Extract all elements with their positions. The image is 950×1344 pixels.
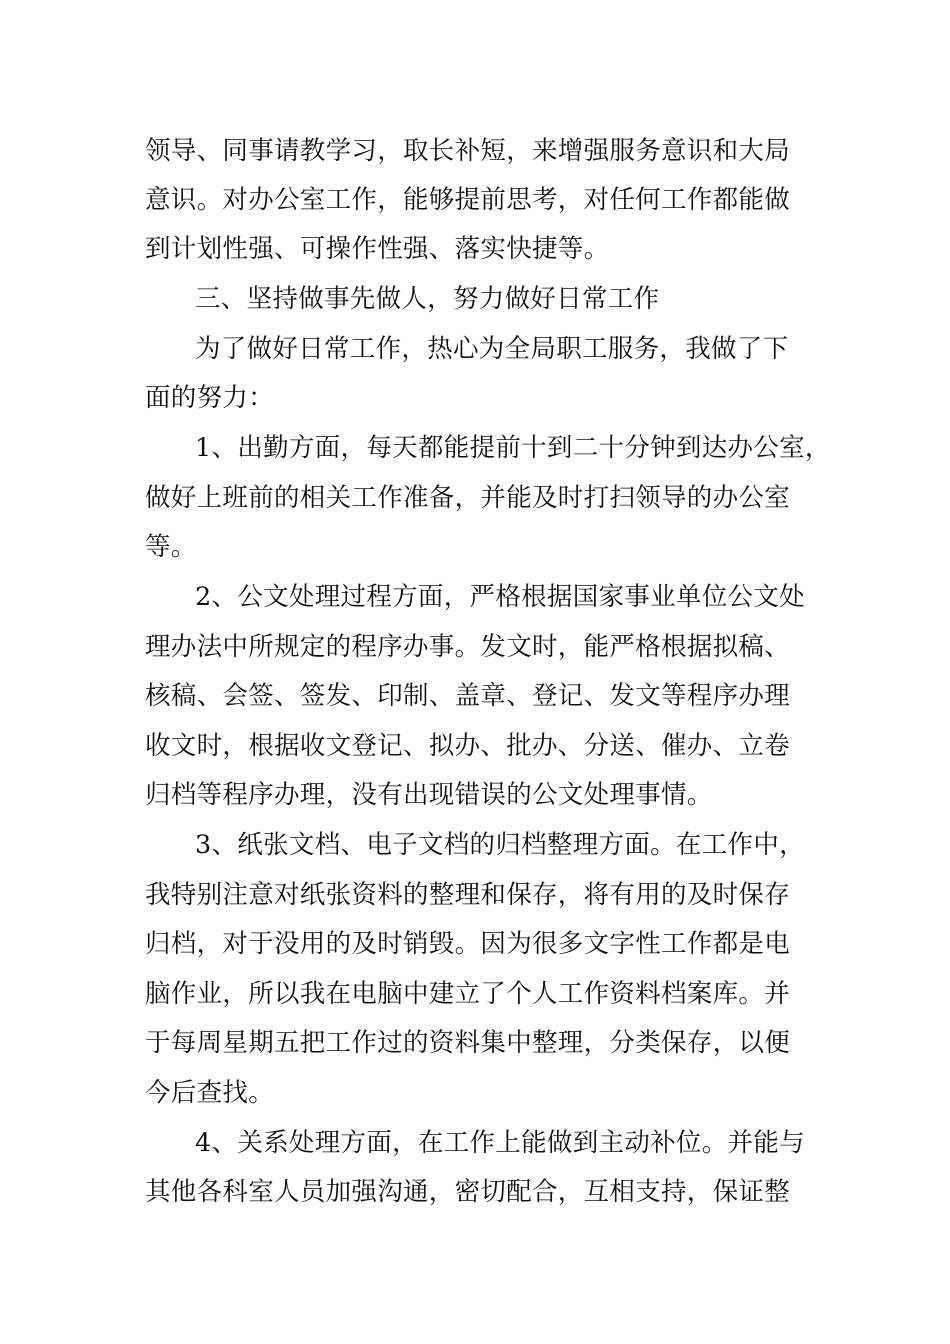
body-text-line: 脑作业，所以我在电脑中建立了个人工作资料档案库。并 <box>145 979 791 1009</box>
body-text-line: 意识。对办公室工作，能够提前思考，对任何工作都能做 <box>145 185 791 215</box>
body-text-line: 其他各科室人员加强沟通，密切配合，互相支持，保证整 <box>145 1177 791 1207</box>
body-text-line: 核稿、会签、签发、印制、盖章、登记、发文等程序办理 <box>145 681 791 711</box>
list-item-first-line: 4、关系处理方面，在工作上能做到主动补位。并能与 <box>195 1128 805 1158</box>
list-item-first-line: 1、出勤方面，每天都能提前十到二十分钟到达办公室， <box>195 433 831 463</box>
body-text-line: 我特别注意对纸张资料的整理和保存，将有用的及时保存 <box>145 880 791 910</box>
body-text-line: 今后查找。 <box>145 1078 275 1108</box>
body-text-line: 归档等程序办理，没有出现错误的公文处理事情。 <box>145 780 713 810</box>
paragraph-first-line: 为了做好日常工作，热心为全局职工服务，我做了下 <box>195 334 789 364</box>
body-text-line: 面的努力： <box>145 383 275 413</box>
body-text-line: 于每周星期五把工作过的资料集中整理，分类保存，以便 <box>145 1028 791 1058</box>
section-heading: 三、坚持做事先做人，努力做好日常工作 <box>195 284 660 314</box>
body-text-line: 等。 <box>145 532 197 562</box>
body-text-line: 领导、同事请教学习，取长补短，来增强服务意识和大局 <box>145 136 791 166</box>
body-text-line: 收文时，根据收文登记、拟办、批办、分送、催办、立卷 <box>145 731 791 761</box>
list-item-first-line: 2、公文处理过程方面，严格根据国家事业单位公文处 <box>195 582 805 612</box>
body-text-line: 理办法中所规定的程序办事。发文时，能严格根据拟稿、 <box>145 632 791 662</box>
body-text-line: 做好上班前的相关工作准备，并能及时打扫领导的办公室 <box>145 483 791 513</box>
body-text-line: 到计划性强、可操作性强、落实快捷等。 <box>145 234 610 264</box>
body-text-line: 归档，对于没用的及时销毁。因为很多文字性工作都是电 <box>145 929 791 959</box>
list-item-first-line: 3、纸张文档、电子文档的归档整理方面。在工作中， <box>195 830 805 860</box>
